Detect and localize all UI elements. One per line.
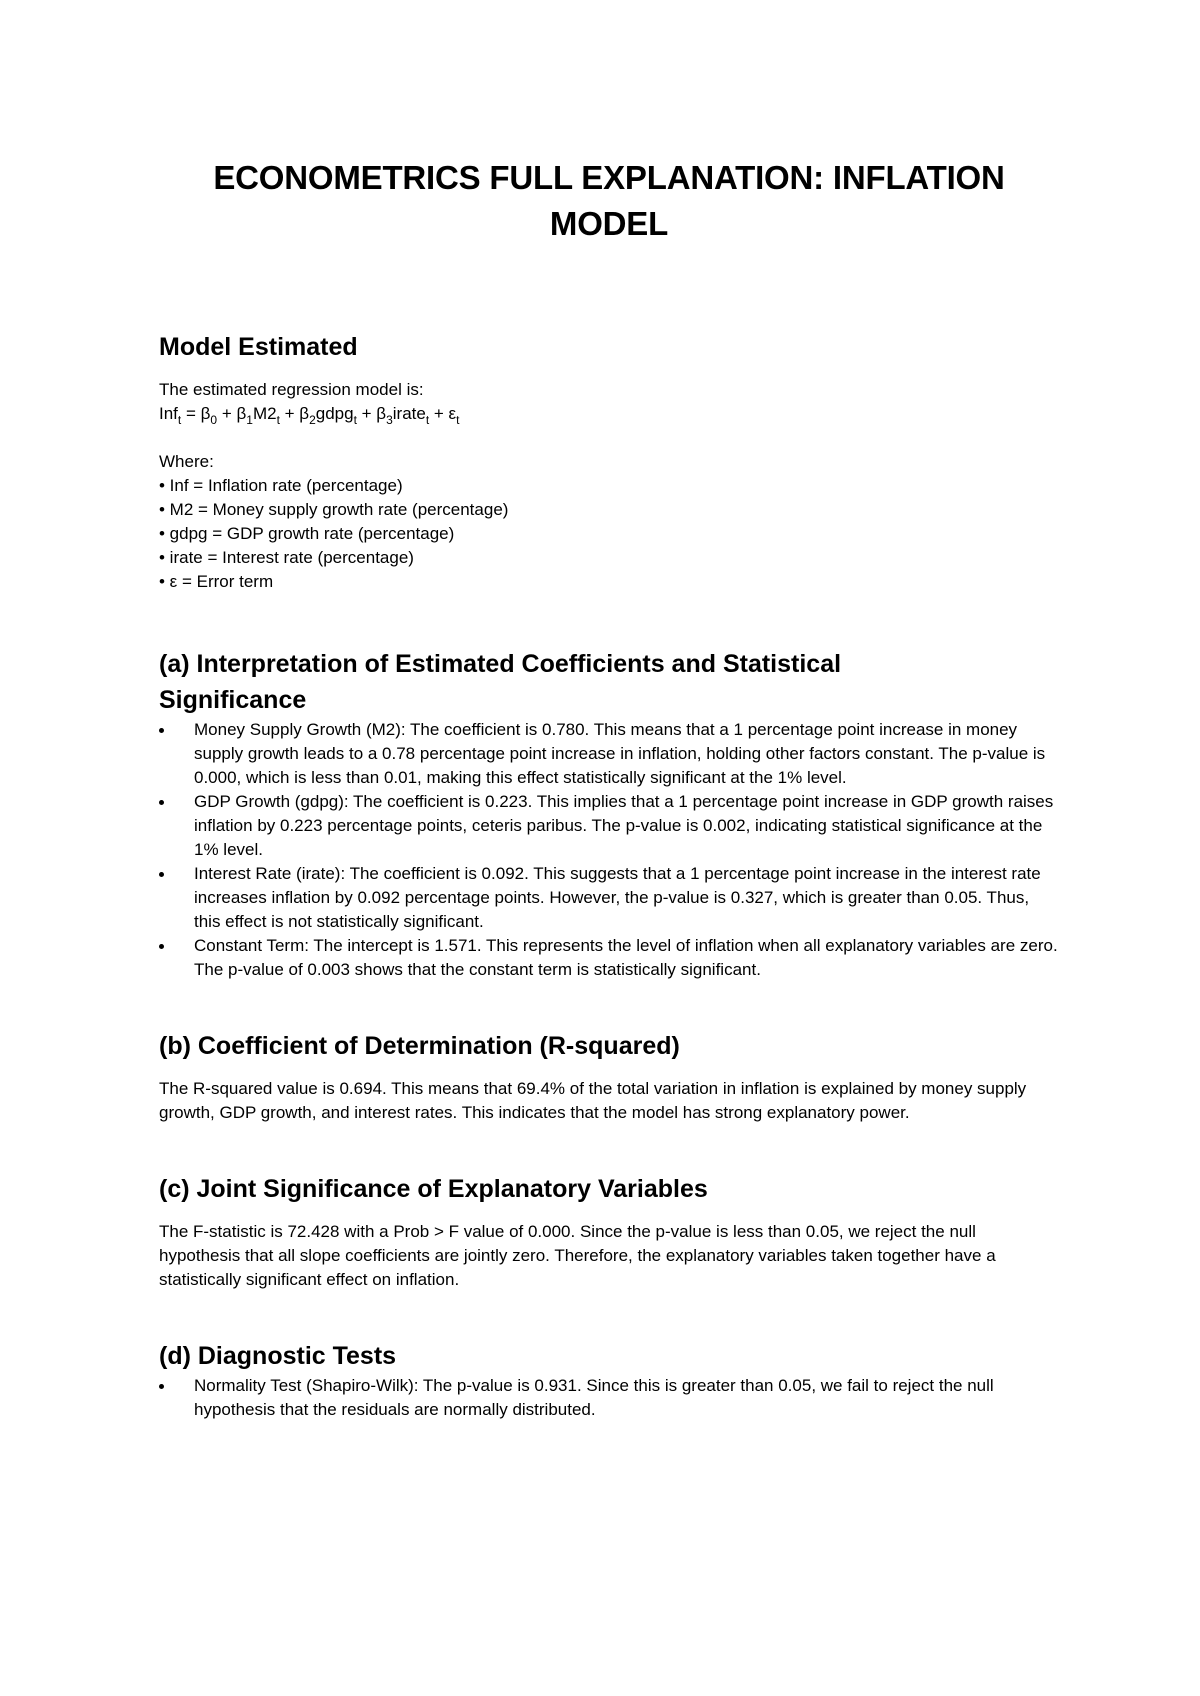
bullet-icon	[159, 1384, 164, 1389]
formula-term: + ε	[429, 404, 457, 423]
section-d-heading: (d) Diagnostic Tests	[159, 1342, 397, 1370]
formula-subscript: t	[276, 413, 280, 427]
variable-definitions	[159, 450, 1059, 594]
formula-term: M2	[252, 404, 277, 423]
section-c-heading: (c) Joint Significance of Explanatory Variables	[159, 1175, 708, 1203]
section-a-coefficients	[159, 646, 1059, 982]
section-d-diagnostic-tests	[159, 1338, 1059, 1422]
list-item	[159, 1374, 1059, 1422]
list-item-text: Normality Test (Shapiro-Wilk): The p-value is 0.931. Since this is greater than 0.05, we fail to reject the null hypothesis that the residuals are normally distributed.	[194, 1376, 994, 1419]
list-item-text: Constant Term: The intercept is 1.571. This represents the level of inflation when all explanatory variables are zero. The p-value of 0.003 shows that the constant term is statistically significant.	[194, 936, 1058, 979]
definition-item: • M2 = Money supply growth rate (percentage)	[159, 500, 509, 519]
formula-subscript: t	[177, 413, 182, 427]
formula-term: gdpg	[315, 404, 354, 423]
title-line-2: MODEL	[549, 205, 669, 242]
formula-term: irate	[392, 404, 426, 423]
section-b-r-squared	[159, 1028, 1059, 1125]
section-b-heading: (b) Coefficient of Determination (R-squared)	[159, 1032, 680, 1060]
model-estimated-heading: Model Estimated	[159, 333, 358, 361]
section-b-body: The R-squared value is 0.694. This means that 69.4% of the total variation in inflation is explained by money supply growth, GDP growth, and interest rates. This indicates that the model has strong explanatory power.	[159, 1079, 1027, 1122]
formula-subscript: 0	[210, 413, 218, 427]
definition-item: • ε = Error term	[159, 572, 274, 591]
bullet-icon	[159, 872, 164, 877]
formula-term: + β	[356, 404, 387, 423]
document-content	[159, 155, 1059, 1422]
document-title	[159, 155, 1059, 247]
formula-subscript: 1	[246, 413, 253, 427]
list-item-text: Interest Rate (irate): The coefficient is 0.092. This suggests that a 1 percentage point increase in the interest rate increases inflation by 0.092 percentage points. However, the p-value is 0.327, which is greater than 0.05. Thus, this effect is not statistically significant.	[194, 864, 1041, 931]
model-intro-text: The estimated regression model is:	[159, 380, 424, 399]
section-a-heading	[159, 646, 1059, 718]
formula-term: + β	[279, 404, 310, 423]
section-a-heading-line-2: Significance	[159, 686, 307, 714]
formula-term: + β	[217, 404, 247, 423]
section-a-heading-line-1: (a) Interpretation of Estimated Coefficients and Statistical	[159, 650, 842, 678]
bullet-icon	[159, 800, 164, 805]
regression-formula	[159, 402, 1059, 426]
diagnostic-list	[159, 1374, 1059, 1422]
title-line-1: ECONOMETRICS FULL EXPLANATION: INFLATION	[213, 159, 1005, 196]
formula-subscript: t	[353, 413, 357, 427]
definition-item: • gdpg = GDP growth rate (percentage)	[159, 524, 455, 543]
coefficient-list	[159, 718, 1059, 982]
where-label: Where:	[159, 452, 214, 471]
section-model-estimated	[159, 329, 1059, 594]
bullet-icon	[159, 728, 164, 733]
formula-term: = β	[181, 404, 211, 423]
section-c-joint-significance	[159, 1171, 1059, 1292]
list-item	[159, 862, 1059, 934]
list-item	[159, 718, 1059, 790]
list-item-text: GDP Growth (gdpg): The coefficient is 0.223. This implies that a 1 percentage point increase in GDP growth raises inflation by 0.223 percentage points, ceteris paribus. The p-value is 0.002, indicating statistical significance at the 1% level.	[194, 792, 1054, 859]
definition-item: • Inf = Inflation rate (percentage)	[159, 476, 403, 495]
formula-subscript: 2	[309, 413, 316, 427]
list-item	[159, 934, 1059, 982]
formula-subscript: t	[456, 413, 460, 427]
formula-subscript: t	[425, 413, 430, 427]
bullet-icon	[159, 944, 164, 949]
list-item	[159, 790, 1059, 862]
formula-subscript: 3	[386, 413, 393, 427]
definition-item: • irate = Interest rate (percentage)	[159, 548, 414, 567]
formula-term: Inf	[159, 404, 178, 423]
list-item-text: Money Supply Growth (M2): The coefficient is 0.780. This means that a 1 percentage point increase in money supply growth leads to a 0.78 percentage point increase in inflation, holding other factors constant. The p-value is 0.000, which is less than 0.01, making this effect statistically significant at the 1% level.	[194, 720, 1046, 787]
section-c-body: The F-statistic is 72.428 with a Prob > F value of 0.000. Since the p-value is less than 0.05, we reject the null hypothesis that all slope coefficients are jointly zero. Therefore, the explanatory variables taken together have a statistically significant effect on inflation.	[159, 1222, 996, 1289]
